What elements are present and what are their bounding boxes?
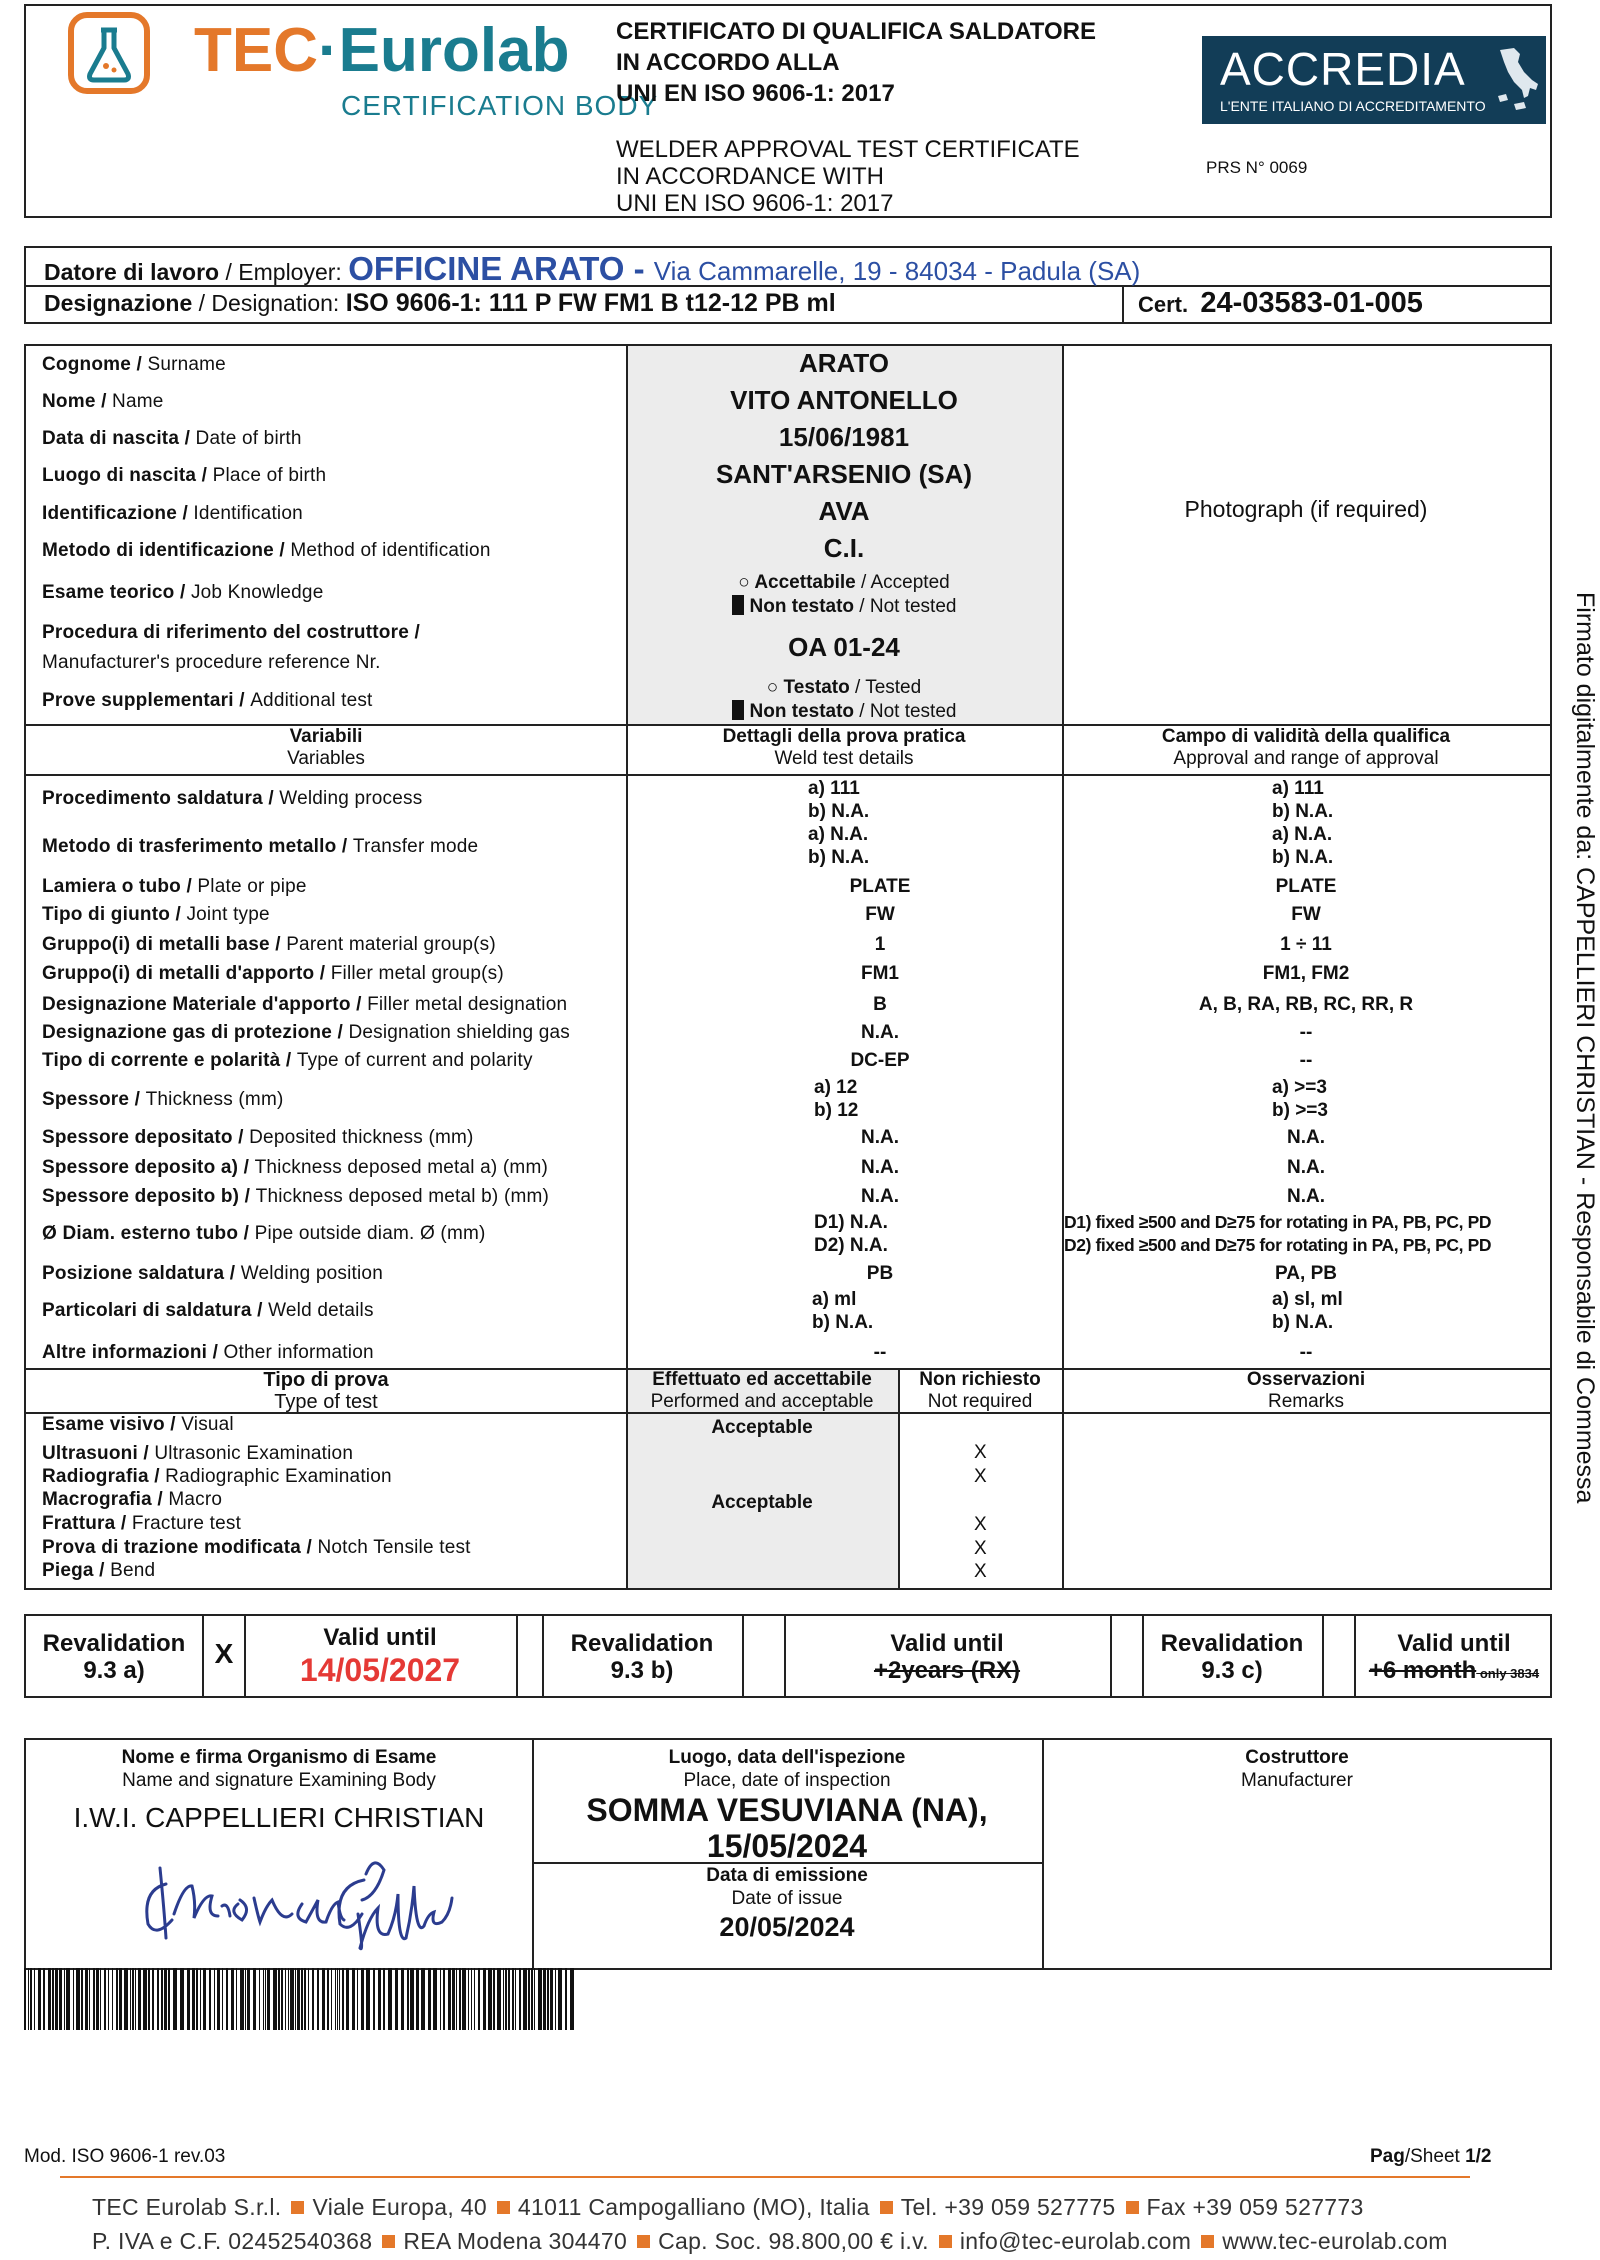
barcode-bar — [471, 1968, 472, 2030]
flask-logo-icon — [68, 12, 150, 94]
id-method-value: C.I. — [823, 533, 865, 563]
plate-pipe-label: Lamiera o tubo / Plate or pipe — [42, 876, 307, 897]
test-visual-result: Acceptable — [711, 1417, 813, 1438]
logo-title: TEC·Eurolab — [194, 16, 570, 85]
variables-header: Variabili Variables — [287, 726, 365, 769]
barcode-bar — [267, 1968, 270, 2030]
remarks-header: Osservazioni Remarks — [1246, 1369, 1366, 1412]
barcode-bar — [112, 1968, 113, 2030]
thickness-label: Spessore / Thickness (mm) — [42, 1089, 284, 1110]
digital-signature-note: Firmato digitalmente da: CAPPELLIERI CHRISTIAN - Responsabile di Commessa — [1571, 592, 1599, 1504]
barcode-bar — [34, 1968, 35, 2030]
filler-designation-test: B — [873, 994, 887, 1015]
filler-group-test: FM1 — [861, 963, 899, 984]
barcode-bar — [547, 1968, 549, 2030]
filler-group-range: FM1, FM2 — [1262, 963, 1350, 984]
photograph-placeholder: Photograph (if required) — [1184, 496, 1428, 522]
revalidation-a-valid-date: 14/05/2027 — [299, 1652, 461, 1688]
transfer-mode-range: a) N.A. b) N.A. — [1272, 824, 1334, 868]
current-polarity-test: DC-EP — [850, 1050, 910, 1071]
barcode-bar — [421, 1968, 425, 2030]
procedure-value: OA 01-24 — [788, 632, 900, 662]
barcode-bar — [440, 1968, 441, 2030]
barcode-bar — [493, 1968, 495, 2030]
barcode-bar — [534, 1968, 535, 2030]
barcode-bar — [443, 1968, 445, 2030]
revalidation-a-mark: X — [214, 1638, 234, 1669]
test-bend-mark: X — [974, 1561, 987, 1582]
deposited-thickness-test: N.A. — [861, 1127, 899, 1148]
barcode-bar — [265, 1968, 266, 2030]
barcode-bar — [209, 1968, 211, 2030]
barcode-bar — [281, 1968, 283, 2030]
revalidation-c-label: Revalidation 9.3 c) — [1160, 1630, 1304, 1684]
barcode-bar — [543, 1968, 546, 2030]
barcode-bar — [196, 1968, 198, 2030]
footer-company-line: TEC Eurolab S.r.l. Viale Europa, 40 41011 Campogalliano (MO), Italia Tel. +39 059 527775 Fax +39 059 527773 — [92, 2194, 1364, 2220]
birthplace-label: Luogo di nascita / Place of birth — [42, 465, 327, 486]
barcode-bar — [468, 1968, 469, 2030]
revalidation-box — [24, 1614, 1552, 1698]
barcode-bar — [357, 1968, 358, 2030]
additional-tested: ○ Testato / Tested — [766, 677, 922, 698]
procedure-label-en: Manufacturer's procedure reference Nr. — [42, 652, 381, 673]
barcode-bar — [247, 1968, 250, 2030]
thickness-range: a) >=3 b) >=3 — [1272, 1077, 1328, 1121]
barcode-bar — [119, 1968, 122, 2030]
barcode-bar — [295, 1968, 296, 2030]
title-english: WELDER APPROVAL TEST CERTIFICATE IN ACCORDANCE WITH UNI EN ISO 9606-1: 2017 — [616, 136, 1080, 217]
barcode-bar — [161, 1968, 163, 2030]
barcode-bar — [152, 1968, 154, 2030]
barcode-bar — [81, 1968, 83, 2030]
barcode-bar — [558, 1968, 562, 2030]
job-knowledge-accepted: ○ Accettabile / Accepted — [738, 572, 950, 593]
barcode-bar — [173, 1968, 177, 2030]
barcode-bar — [304, 1968, 306, 2030]
test-fracture-mark: X — [974, 1514, 987, 1535]
barcode-bar — [288, 1968, 289, 2030]
barcode-bar — [48, 1968, 51, 2030]
barcode-bar — [43, 1968, 45, 2030]
barcode-bar — [352, 1968, 355, 2030]
barcode-bar — [100, 1968, 101, 2030]
employer-box — [24, 246, 1552, 324]
id-method-label: Metodo di identificazione / Method of identification — [42, 540, 491, 561]
filler-group-label: Gruppo(i) di metalli d'apporto / Filler metal group(s) — [42, 963, 504, 984]
designation-row: Designazione / Designation: ISO 9606-1: 111 P FW FM1 B t12-12 PB ml — [44, 289, 836, 317]
bullet-square-icon — [382, 2235, 395, 2248]
procedure-label: Procedura di riferimento del costruttore / — [42, 622, 420, 643]
surname-label: Cognome / Surname — [42, 354, 226, 375]
barcode-bar — [483, 1968, 486, 2030]
weld-details-label: Particolari di saldatura / Weld details — [42, 1300, 374, 1321]
job-knowledge-label: Esame teorico / Job Knowledge — [42, 582, 324, 603]
test-tensile-label: Prova di trazione modificata / Notch Tensile test — [42, 1537, 471, 1558]
joint-type-label: Tipo di giunto / Joint type — [42, 904, 270, 925]
parent-material-range: 1 ÷ 11 — [1280, 934, 1332, 955]
barcode-bar — [395, 1968, 398, 2030]
barcode-bar — [538, 1968, 542, 2030]
parent-material-label: Gruppo(i) di metalli base / Parent material group(s) — [42, 934, 496, 955]
deposit-b-label: Spessore deposito b) / Thickness deposed metal b) (mm) — [42, 1186, 550, 1207]
barcode-bar — [459, 1968, 461, 2030]
deposit-b-range: N.A. — [1287, 1186, 1325, 1207]
pipe-diameter-label: Ø Diam. esterno tubo / Pipe outside diam. Ø (mm) — [42, 1223, 486, 1244]
barcode-bar — [474, 1968, 475, 2030]
barcode-bar — [89, 1968, 90, 2030]
plate-pipe-range: PLATE — [1275, 876, 1337, 897]
form-model: Mod. ISO 9606-1 rev.03 — [24, 2146, 226, 2167]
barcode-bar — [226, 1968, 228, 2030]
barcode-bar — [342, 1968, 344, 2030]
barcode-bar — [93, 1968, 95, 2030]
barcode-bar — [290, 1968, 294, 2030]
footer-legal-line: P. IVA e C.F. 02452540368 REA Modena 304470 Cap. Soc. 98.800,00 € i.v. info@tec-eurolab.com www.tec-eurolab.com — [92, 2228, 1448, 2254]
barcode-bar — [301, 1968, 303, 2030]
job-knowledge-not-tested: Non testato / Not tested — [626, 595, 1062, 618]
barcode-bar — [180, 1968, 184, 2030]
barcode-bar — [157, 1968, 159, 2030]
barcode-bar — [361, 1968, 364, 2030]
certificate-number: Cert. 24-03583-01-005 — [1138, 287, 1423, 319]
barcode-bar — [523, 1968, 527, 2030]
barcode-bar — [570, 1968, 574, 2030]
barcode-bar — [59, 1968, 62, 2030]
other-info-range: -- — [1299, 1342, 1313, 1363]
tec-eurolab-logo — [64, 12, 659, 122]
deposited-thickness-label: Spessore depositato / Deposited thickness (mm) — [42, 1127, 474, 1148]
revalidation-b-label: Revalidation 9.3 b) — [570, 1630, 714, 1684]
barcode-bar — [317, 1968, 319, 2030]
barcode-bar — [108, 1968, 109, 2030]
barcode-bar — [366, 1968, 370, 2030]
name-value: VITO ANTONELLO — [730, 385, 958, 415]
barcode-bar — [24, 1968, 26, 2030]
italy-map-icon — [1494, 44, 1540, 116]
transfer-mode-label: Metodo di trasferimento metallo / Transfer mode — [42, 836, 479, 857]
barcode-bar — [240, 1968, 244, 2030]
barcode-bar — [565, 1968, 567, 2030]
barcode-bar — [164, 1968, 167, 2030]
plate-pipe-test: PLATE — [849, 876, 911, 897]
parent-material-test: 1 — [874, 934, 886, 955]
deposit-a-label: Spessore deposito a) / Thickness deposed metal a) (mm) — [42, 1157, 549, 1178]
barcode-bar — [259, 1968, 260, 2030]
barcode-bar — [135, 1968, 136, 2030]
barcode-bar — [512, 1968, 514, 2030]
test-bend-label: Piega / Bend — [42, 1560, 156, 1581]
barcode-bar — [187, 1968, 190, 2030]
current-polarity-label: Tipo di corrente e polarità / Type of current and polarity — [42, 1050, 533, 1071]
barcode-bar — [253, 1968, 256, 2030]
test-radiographic-label: Radiografia / Radiographic Examination — [42, 1466, 392, 1487]
employer-name: OFFICINE ARATO - — [348, 250, 654, 287]
issue-date-header: Data di emissione Date of issue — [706, 1865, 868, 1909]
barcode-bar — [401, 1968, 404, 2030]
barcode-bar — [132, 1968, 134, 2030]
current-polarity-range: -- — [1299, 1050, 1313, 1071]
barcode-bar — [555, 1968, 556, 2030]
barcode-bar — [331, 1968, 332, 2030]
barcode-bar — [448, 1968, 451, 2030]
barcode-bar — [383, 1968, 385, 2030]
identification-label: Identificazione / Identification — [42, 503, 303, 524]
barcode-bar — [96, 1968, 99, 2030]
barcode-bar — [297, 1968, 300, 2030]
shielding-gas-label: Designazione gas di protezione / Designation shielding gas — [42, 1022, 570, 1043]
barcode-bar — [130, 1968, 131, 2030]
barcode-bar — [214, 1968, 215, 2030]
barcode-bar — [30, 1968, 32, 2030]
filler-designation-range: A, B, RA, RB, RC, RR, R — [1198, 994, 1414, 1015]
test-ultrasonic-label: Ultrasuoni / Ultrasonic Examination — [42, 1443, 354, 1464]
revalidation-b-valid: Valid until +2years (RX) — [873, 1630, 1021, 1684]
sheet-number: Pag/Sheet 1/2 — [1370, 2146, 1492, 2167]
barcode-bar — [388, 1968, 392, 2030]
barcode-bar — [312, 1968, 314, 2030]
test-macro-label: Macrografia / Macro — [42, 1489, 223, 1510]
barcode-bar — [335, 1968, 336, 2030]
surname-value: ARATO — [798, 348, 890, 378]
dob-label: Data di nascita / Date of birth — [42, 428, 302, 449]
test-tensile-mark: X — [974, 1538, 987, 1559]
welding-process-test: a) 111 b) N.A. — [808, 778, 870, 822]
barcode-bar — [515, 1968, 516, 2030]
revalidation-a-label: Revalidation 9.3 a) — [42, 1630, 186, 1684]
barcode-bar — [339, 1968, 340, 2030]
filler-designation-label: Designazione Materiale d'apporto / Filler metal designation — [42, 994, 568, 1015]
filled-checkbox-icon — [732, 700, 744, 720]
range-header: Campo di validità della qualifica Approval and range of approval — [1161, 726, 1451, 769]
name-label: Nome / Name — [42, 391, 164, 412]
barcode-bar — [245, 1968, 246, 2030]
barcode-bar — [263, 1968, 264, 2030]
thickness-test: a) 12 b) 12 — [814, 1077, 859, 1121]
revalidation-c-valid: Valid until +6 month only 3834 — [1368, 1630, 1540, 1684]
inspection-place-header: Luogo, data dell'ispezione Place, date of inspection — [668, 1747, 906, 1791]
shielding-gas-test: N.A. — [861, 1022, 899, 1043]
barcode-bar — [148, 1968, 150, 2030]
barcode-bar — [550, 1968, 553, 2030]
barcode-bar — [104, 1968, 106, 2030]
shielding-gas-range: -- — [1299, 1022, 1313, 1043]
prs-number: PRS N° 0069 — [1206, 158, 1308, 177]
barcode-bar — [85, 1968, 88, 2030]
barcode-bar — [407, 1968, 409, 2030]
pipe-diameter-range: D1) fixed ≥500 and D≥75 for rotating in PA, PB, PC, PD D2) fixed ≥500 and D≥75 for rotating in PA, PB, PC, PD — [1064, 1212, 1492, 1255]
deposit-a-test: N.A. — [861, 1157, 899, 1178]
other-info-label: Altre informazioni / Other information — [42, 1342, 374, 1363]
revalidation-a-valid-label: Valid until — [323, 1624, 437, 1651]
birthplace-value: SANT'ARSENIO (SA) — [715, 459, 973, 489]
examiner-name: I.W.I. CAPPELLIERI CHRISTIAN — [73, 1802, 485, 1833]
test-ultrasonic-mark: X — [974, 1442, 987, 1463]
bullet-square-icon — [880, 2201, 893, 2214]
handwritten-signature — [126, 1844, 466, 1954]
barcode-bar — [308, 1968, 309, 2030]
barcode-bar — [508, 1968, 510, 2030]
test-visual-label: Esame visivo / Visual — [42, 1414, 234, 1435]
barcode — [24, 1968, 576, 2030]
barcode-bar — [346, 1968, 349, 2030]
bullet-square-icon — [939, 2235, 952, 2248]
barcode-bar — [531, 1968, 533, 2030]
barcode-bar — [488, 1968, 492, 2030]
barcode-bar — [124, 1968, 128, 2030]
dob-value: 15/06/1981 — [778, 422, 910, 452]
welding-process-range: a) 111 b) N.A. — [1272, 778, 1334, 822]
barcode-bar — [28, 1968, 29, 2030]
not-required-header: Non richiesto Not required — [919, 1369, 1041, 1412]
filled-checkbox-icon — [732, 595, 744, 615]
bullet-square-icon — [1201, 2235, 1214, 2248]
employer-row: Datore di lavoro / Employer: OFFICINE ARATO - Via Cammarelle, 19 - 84034 - Padula (SA) — [44, 250, 1141, 287]
welding-position-range: PA, PB — [1275, 1263, 1337, 1284]
welding-position-test: PB — [866, 1263, 894, 1284]
title-italian: CERTIFICATO DI QUALIFICA SALDATORE IN ACCORDO ALLA UNI EN ISO 9606-1: 2017 — [616, 18, 1096, 107]
joint-type-range: FW — [1291, 904, 1321, 925]
designation-value: ISO 9606-1: 111 P FW FM1 B t12-12 PB ml — [345, 289, 836, 317]
welding-process-label: Procedimento saldatura / Welding process — [42, 788, 423, 809]
bullet-square-icon — [497, 2201, 510, 2214]
barcode-bar — [222, 1968, 223, 2030]
barcode-bar — [378, 1968, 382, 2030]
barcode-bar — [273, 1968, 277, 2030]
test-macro-result: Acceptable — [711, 1492, 813, 1513]
barcode-bar — [203, 1968, 206, 2030]
barcode-bar — [231, 1968, 234, 2030]
barcode-bar — [52, 1968, 54, 2030]
certificate-header — [24, 4, 1552, 218]
barcode-bar — [428, 1968, 431, 2030]
barcode-bar — [192, 1968, 195, 2030]
performed-header: Effettuato ed accettabile Performed and acceptable — [650, 1369, 874, 1412]
accredia-logo: ACCREDIA L'ENTE ITALIANO DI ACCREDITAMENTO — [1202, 36, 1546, 124]
deposited-thickness-range: N.A. — [1287, 1127, 1325, 1148]
joint-type-test: FW — [865, 904, 895, 925]
examining-body-header: Nome e firma Organismo di Esame Name and signature Examining Body — [121, 1747, 437, 1791]
deposit-b-test: N.A. — [861, 1186, 899, 1207]
barcode-bar — [416, 1968, 419, 2030]
barcode-bar — [497, 1968, 501, 2030]
logo-subtitle: CERTIFICATION BODY — [341, 90, 659, 121]
barcode-bar — [278, 1968, 280, 2030]
test-type-header: Tipo di prova Type of test — [263, 1369, 389, 1413]
barcode-bar — [138, 1968, 141, 2030]
barcode-bar — [505, 1968, 507, 2030]
barcode-bar — [76, 1968, 80, 2030]
welding-position-label: Posizione saldatura / Welding position — [42, 1263, 383, 1284]
barcode-bar — [285, 1968, 286, 2030]
issue-date-value: 20/05/2024 — [719, 1912, 855, 1942]
bullet-square-icon — [291, 2201, 304, 2214]
bullet-square-icon — [1126, 2201, 1139, 2214]
barcode-bar — [236, 1968, 237, 2030]
barcode-bar — [64, 1968, 65, 2030]
barcode-bar — [143, 1968, 147, 2030]
barcode-bar — [373, 1968, 375, 2030]
employer-address: Via Cammarelle, 19 - 84034 - Padula (SA) — [653, 256, 1141, 286]
additional-test-label: Prove supplementari / Additional test — [42, 690, 373, 711]
weld-details-test: a) ml b) N.A. — [812, 1289, 874, 1333]
weld-details-range: a) sl, ml b) N.A. — [1272, 1289, 1343, 1333]
barcode-bar — [55, 1968, 58, 2030]
barcode-bar — [116, 1968, 118, 2030]
bullet-square-icon — [637, 2235, 650, 2248]
barcode-bar — [168, 1968, 170, 2030]
barcode-bar — [433, 1968, 437, 2030]
barcode-bar — [66, 1968, 70, 2030]
barcode-bar — [503, 1968, 504, 2030]
other-info-test: -- — [873, 1342, 887, 1363]
pipe-diameter-test: D1) N.A. D2) N.A. — [814, 1212, 888, 1256]
identification-value: AVA — [818, 496, 870, 526]
barcode-bar — [478, 1968, 480, 2030]
barcode-bar — [519, 1968, 521, 2030]
transfer-mode-test: a) N.A. b) N.A. — [808, 824, 870, 868]
barcode-bar — [217, 1968, 220, 2030]
barcode-bar — [410, 1968, 414, 2030]
test-fracture-label: Frattura / Fracture test — [42, 1513, 242, 1534]
barcode-bar — [456, 1968, 457, 2030]
weld-test-header: Dettagli della prova pratica Weld test details — [722, 726, 966, 769]
manufacturer-header: Costruttore Manufacturer — [1241, 1747, 1353, 1791]
barcode-bar — [73, 1968, 74, 2030]
inspection-place-value: SOMMA VESUVIANA (NA), 15/05/2024 — [586, 1792, 988, 1864]
test-radiographic-mark: X — [974, 1466, 987, 1487]
signature-box — [24, 1738, 1552, 1970]
barcode-bar — [327, 1968, 329, 2030]
barcode-bar — [462, 1968, 466, 2030]
additional-not-tested: Non testato / Not tested — [626, 700, 1062, 723]
barcode-bar — [322, 1968, 325, 2030]
barcode-bar — [452, 1968, 455, 2030]
barcode-bar — [200, 1968, 201, 2030]
barcode-bar — [337, 1968, 338, 2030]
certificate-table — [24, 344, 1552, 1590]
deposit-a-range: N.A. — [1287, 1157, 1325, 1178]
barcode-bar — [528, 1968, 530, 2030]
barcode-bar — [38, 1968, 41, 2030]
